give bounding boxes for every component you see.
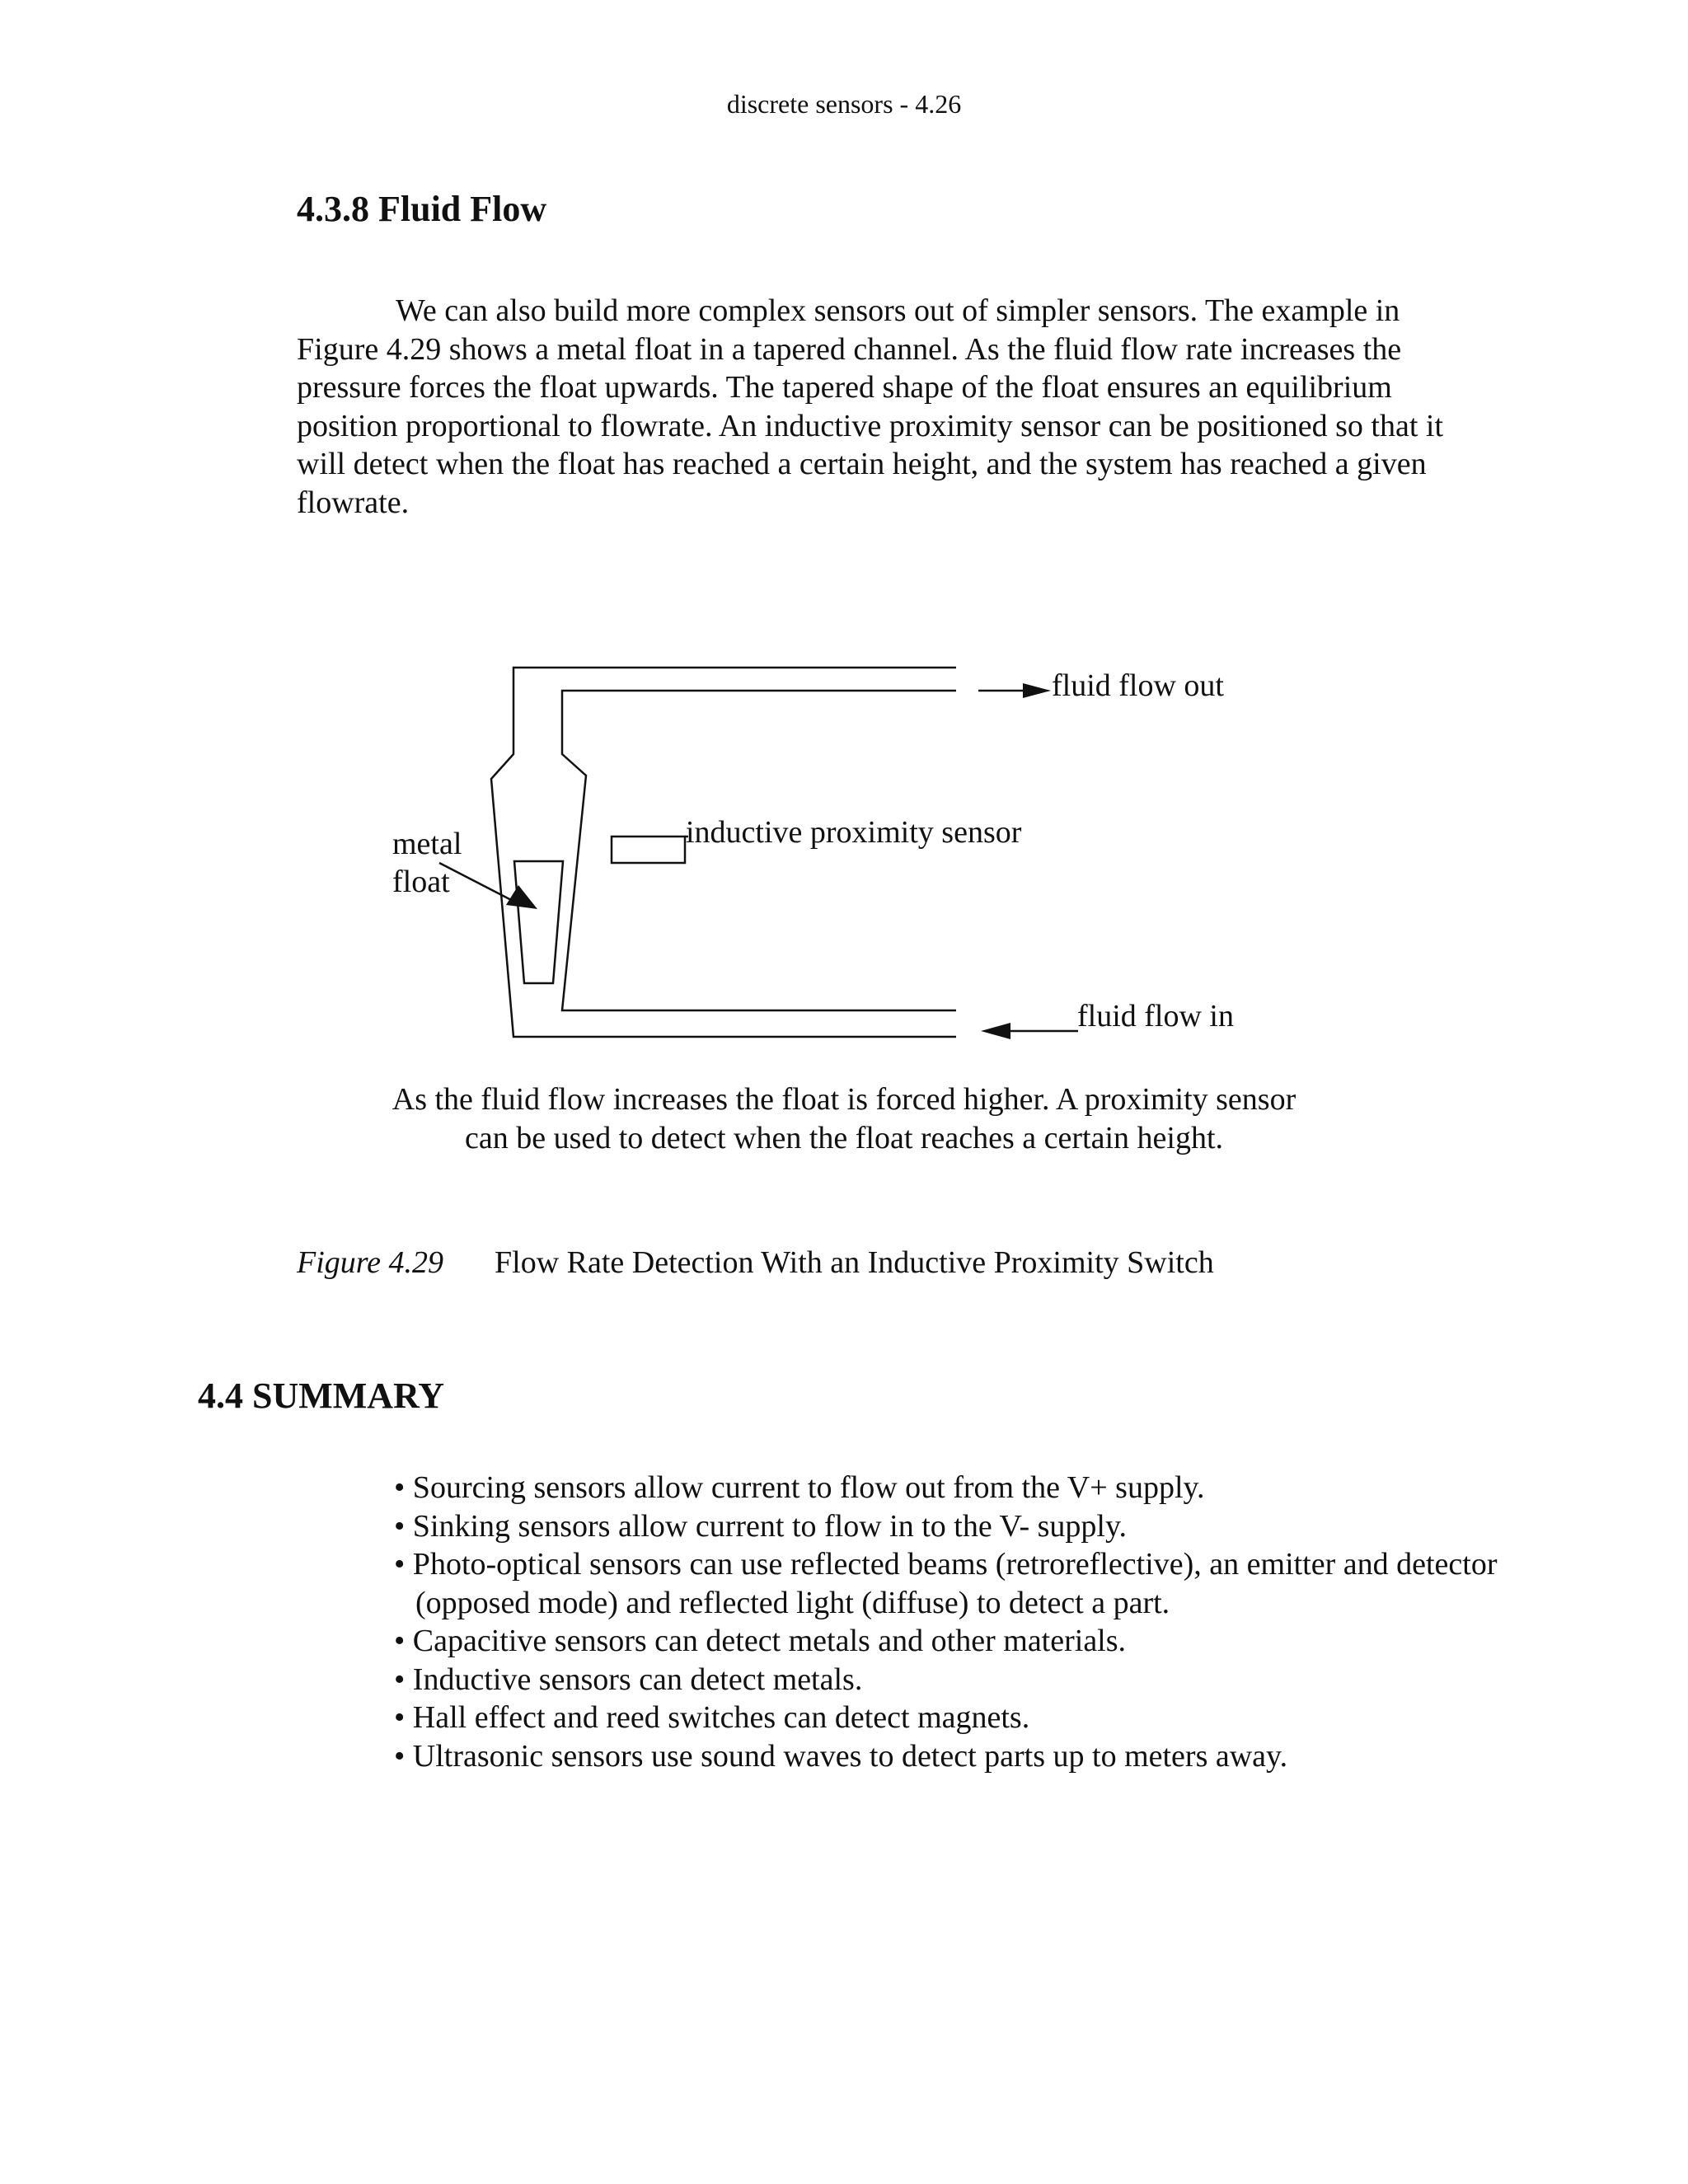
channel-outer-wall bbox=[491, 668, 956, 1037]
running-header: discrete sensors - 4.26 bbox=[726, 89, 962, 119]
label-metal: metal bbox=[392, 827, 462, 861]
figure-number: Figure 4.29 bbox=[297, 1245, 444, 1280]
float-pointer-arrow-head bbox=[506, 885, 537, 909]
label-flow-in: fluid flow in bbox=[1077, 999, 1234, 1033]
float-pointer-line bbox=[439, 863, 516, 902]
flow-in-arrow-head bbox=[981, 1023, 1010, 1039]
figure-caption-line-1: As the fluid flow increases the float is forced higher. A proximity sensor bbox=[392, 1082, 1296, 1117]
figure-title: Flow Rate Detection With an Inductive Proximity Switch bbox=[495, 1245, 1214, 1280]
section-heading-summary: 4.4 SUMMARY bbox=[198, 1376, 445, 1416]
metal-float-shape bbox=[514, 861, 563, 983]
figure-caption-line-2: can be used to detect when the float reaches a certain height. bbox=[464, 1121, 1223, 1155]
label-float: float bbox=[392, 865, 450, 899]
proximity-sensor-body bbox=[612, 837, 685, 863]
summary-item: • Sourcing sensors allow current to flow out from the V+ supply. bbox=[394, 1470, 1205, 1505]
summary-item: • Ultrasonic sensors use sound waves to detect parts up to meters away. bbox=[394, 1738, 1288, 1774]
label-inductive-sensor: inductive proximity sensor bbox=[686, 815, 1022, 850]
flow-out-arrow-head bbox=[1023, 683, 1051, 698]
channel-inner-wall bbox=[562, 691, 956, 1010]
intro-paragraph: We can also build more complex sensors out of simpler sensors. The example in Figure 4.29 shows a metal float in a tapered channel. As the fluid flow rate increases the pressure forces the float upwards. The tapered shape of the float ensures an equilibrium position proportional to flowrate. An inductive proximity sensor can be positioned so that it will detect when the float has reached a certain height, and the system has reached a given flowrate. bbox=[297, 293, 1444, 520]
flow-diagram bbox=[0, 0, 1688, 1088]
summary-list bbox=[394, 1469, 1548, 1775]
summary-item: • Capacitive sensors can detect metals and other materials. bbox=[394, 1624, 1127, 1658]
label-flow-out: fluid flow out bbox=[1052, 668, 1224, 703]
section-heading-fluid-flow: 4.3.8 Fluid Flow bbox=[297, 189, 547, 229]
summary-item: • Inductive sensors can detect metals. bbox=[394, 1661, 863, 1697]
summary-item: • Hall effect and reed switches can detect magnets. bbox=[394, 1700, 1030, 1735]
summary-item: • Photo-optical sensors can use reflected beams (retroreflective), an emitter and detector (opposed mode) and reflected light (diffuse) to detect a part. bbox=[394, 1547, 1498, 1620]
summary-item: • Sinking sensors allow current to flow in to the V- supply. bbox=[394, 1508, 1128, 1544]
